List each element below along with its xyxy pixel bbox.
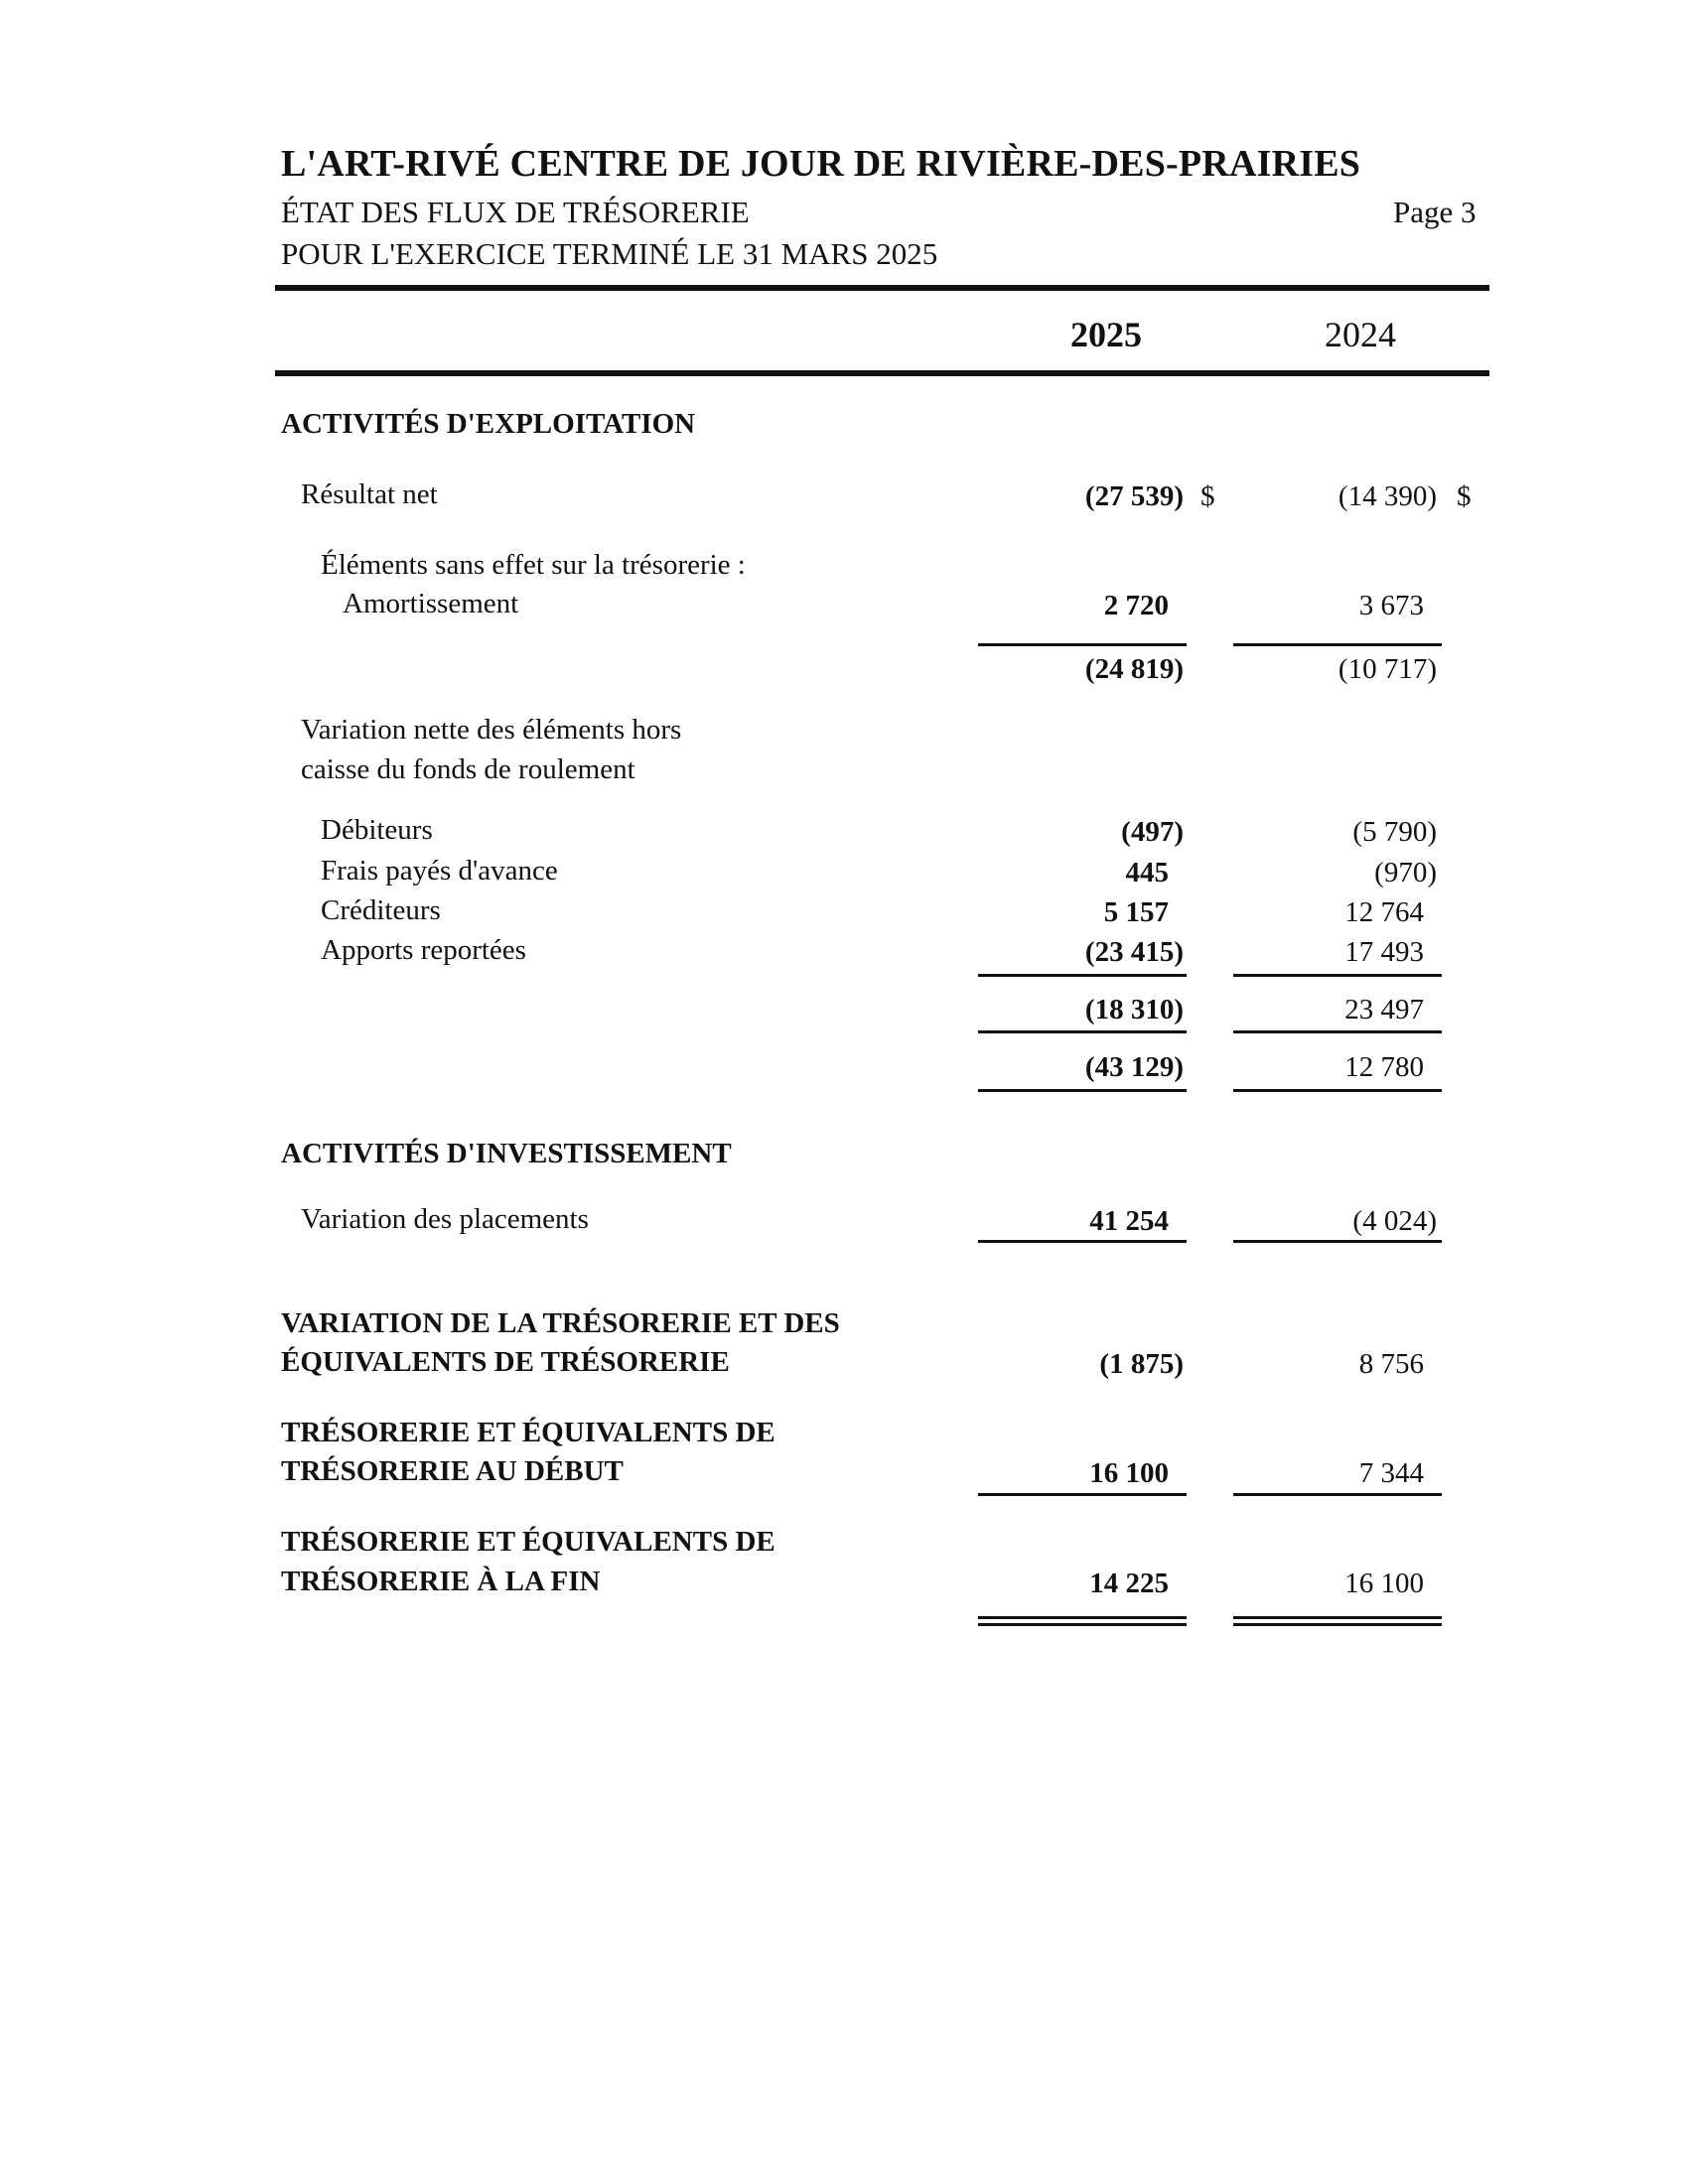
column-header-2024: 2024 [1325, 315, 1396, 354]
subtotal1-2024: (10 717) [1337, 653, 1437, 685]
investments-2025: 41 254 [1089, 1205, 1169, 1237]
statement-period: POUR L'EXERCICE TERMINÉ LE 31 MARS 2025 [281, 236, 938, 271]
subtotal1-rule-2025 [978, 643, 1187, 646]
cash-beginning-rule-2025 [978, 1493, 1187, 1496]
working-capital-heading-line2: caisse du fonds de roulement [301, 753, 635, 785]
cash-beginning-2025: 16 100 [1089, 1457, 1169, 1489]
deferred-2025: (23 415) [1084, 936, 1184, 968]
amortization-2024: 3 673 [1358, 590, 1424, 621]
investments-label: Variation des placements [301, 1203, 589, 1235]
cash-beginning-rule-2024 [1233, 1493, 1442, 1496]
amortization-label: Amortissement [343, 588, 519, 619]
payables-label: Créditeurs [321, 894, 441, 926]
subtotal2-rule-2025 [978, 974, 1187, 977]
operating-total-rule-bottom-2025 [978, 1089, 1187, 1092]
operating-total-rule-bottom-2024 [1233, 1089, 1442, 1092]
receivables-2024: (5 790) [1352, 816, 1437, 848]
operating-total-rule-top-2025 [978, 1030, 1187, 1033]
page-number: Page 3 [1393, 195, 1477, 229]
subtotal2-2025: (18 310) [1084, 994, 1184, 1025]
amortization-2025: 2 720 [1103, 590, 1169, 621]
operating-total-2025: (43 129) [1084, 1051, 1184, 1083]
prepaid-2025: 445 [1125, 857, 1169, 888]
change-in-cash-label-line1: VARIATION DE LA TRÉSORERIE ET DES [281, 1307, 840, 1339]
net-income-label: Résultat net [301, 478, 438, 510]
header-rule-top [275, 285, 1489, 291]
cash-end-2025: 14 225 [1089, 1568, 1169, 1599]
deferred-label: Apports reportées [321, 934, 526, 966]
cash-beginning-label-line1: TRÉSORERIE ET ÉQUIVALENTS DE [281, 1417, 775, 1448]
working-capital-heading-line1: Variation nette des éléments hors [301, 714, 682, 746]
investments-rule-2024 [1233, 1240, 1442, 1243]
cash-beginning-label-line2: TRÉSORERIE AU DÉBUT [281, 1455, 624, 1487]
change-in-cash-2024: 8 756 [1358, 1348, 1424, 1380]
change-in-cash-2025: (1 875) [1099, 1348, 1184, 1380]
organization-name: L'ART-RIVÉ CENTRE DE JOUR DE RIVIÈRE-DES-PRAIRIES [281, 143, 1361, 185]
cash-beginning-2024: 7 344 [1358, 1457, 1424, 1489]
investments-rule-2025 [978, 1240, 1187, 1243]
prepaid-2024: (970) [1374, 857, 1437, 888]
payables-2024: 12 764 [1344, 896, 1424, 928]
receivables-2025: (497) [1121, 816, 1184, 848]
subtotal2-rule-2024 [1233, 974, 1442, 977]
cash-end-double-rule-top-2024 [1233, 1616, 1442, 1619]
column-header-2025: 2025 [1070, 315, 1142, 354]
investments-2024: (4 024) [1352, 1205, 1437, 1237]
change-in-cash-label-line2: ÉQUIVALENTS DE TRÉSORERIE [281, 1346, 730, 1378]
deferred-2024: 17 493 [1344, 936, 1424, 968]
currency-symbol-2025: $ [1200, 480, 1215, 512]
cash-end-double-rule-bottom-2025 [978, 1623, 1187, 1626]
prepaid-label: Frais payés d'avance [321, 855, 558, 887]
cash-end-label-line2: TRÉSORERIE À LA FIN [281, 1566, 601, 1597]
subtotal1-rule-2024 [1233, 643, 1442, 646]
non-cash-heading: Éléments sans effet sur la trésorerie : [321, 549, 746, 581]
subtotal2-2024: 23 497 [1344, 994, 1424, 1025]
cash-end-double-rule-top-2025 [978, 1616, 1187, 1619]
operating-total-2024: 12 780 [1344, 1051, 1424, 1083]
payables-2025: 5 157 [1103, 896, 1169, 928]
investing-heading: ACTIVITÉS D'INVESTISSEMENT [281, 1138, 732, 1169]
receivables-label: Débiteurs [321, 814, 433, 846]
cash-end-label-line1: TRÉSORERIE ET ÉQUIVALENTS DE [281, 1526, 775, 1558]
net-income-2025: (27 539) [1084, 480, 1184, 512]
statement-title: ÉTAT DES FLUX DE TRÉSORERIE [281, 195, 750, 229]
currency-symbol-2024: $ [1457, 480, 1472, 512]
subtotal1-2025: (24 819) [1084, 653, 1184, 685]
cash-end-double-rule-bottom-2024 [1233, 1623, 1442, 1626]
header-rule-bottom [275, 370, 1489, 376]
operating-heading: ACTIVITÉS D'EXPLOITATION [281, 408, 696, 440]
cash-end-2024: 16 100 [1344, 1568, 1424, 1599]
operating-total-rule-top-2024 [1233, 1030, 1442, 1033]
net-income-2024: (14 390) [1337, 480, 1437, 512]
